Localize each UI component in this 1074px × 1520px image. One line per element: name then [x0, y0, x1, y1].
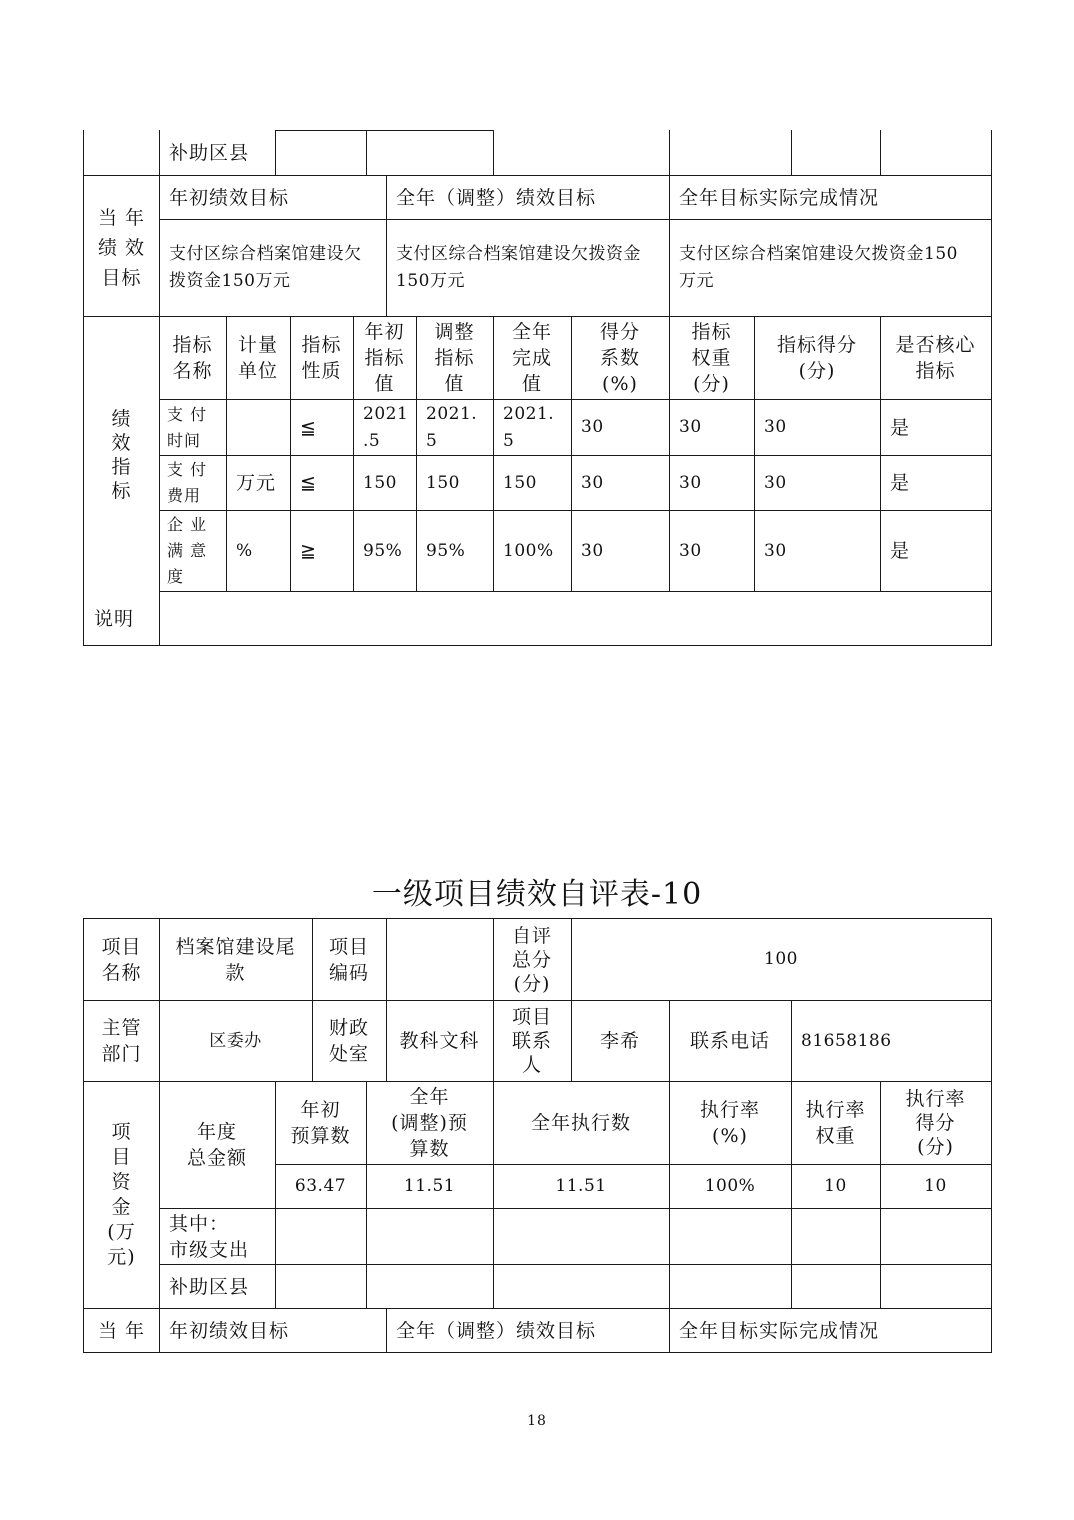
funds-initial-budget: 63.47 — [294, 1176, 347, 1196]
indicator-row-score: 30 — [764, 540, 787, 561]
form-title: 一级项目绩效自评表-10 — [371, 877, 703, 912]
indicator-row-initial-value: 150 — [363, 472, 397, 493]
funds-adjusted-budget: 11.51 — [403, 1176, 456, 1196]
bottom-goal-header-initial: 年初绩效目标 — [169, 1319, 290, 1342]
indicator-row-initial-value: 95% — [363, 540, 403, 561]
funds-header-adjusted-budget: 全年 (调整)预 算数 — [391, 1086, 468, 1160]
indicator-row-completed-value: 100% — [503, 540, 554, 561]
funds-header-rate-score: 执行率 得分 (分) — [905, 1088, 966, 1158]
indicator-header-core: 是否核心 指标 — [895, 334, 976, 382]
indicator-row-nature: ≧ — [300, 540, 317, 562]
bottom-goal-section-label: 当 年 — [97, 1319, 146, 1342]
indicator-row-adjusted-value: 2021. 5 — [426, 403, 478, 451]
indicator-row-adjusted-value: 95% — [426, 540, 466, 561]
funds-header-executed: 全年执行数 — [530, 1112, 631, 1134]
goal-text-actual: 支付区综合档案馆建设欠拨资金150 万元 — [679, 244, 958, 291]
funds-rate: 100% — [704, 1176, 756, 1196]
bottom-goal-header-actual: 全年目标实际完成情况 — [679, 1319, 880, 1342]
indicator-row-name: 支 付 时间 — [167, 404, 208, 450]
indicator-header-weight: 指标 权重 (分) — [691, 321, 732, 395]
funds-rate-score: 10 — [924, 1176, 947, 1196]
indicator-header-initial-value: 年初 指标 值 — [364, 321, 405, 395]
indicator-header-unit: 计量 单位 — [237, 334, 278, 382]
subsidy-county-label: 补助区县 — [169, 1275, 250, 1298]
indicator-header-completed-value: 全年 完成 值 — [511, 321, 552, 395]
indicator-row-score: 30 — [764, 472, 787, 493]
goal-text-adjusted: 支付区综合档案馆建设欠拨资金 150万元 — [396, 244, 641, 291]
indicator-header-nature: 指标 性质 — [301, 334, 342, 382]
indicator-row-completed-value: 2021. 5 — [503, 403, 555, 451]
indicator-row-weight: 30 — [679, 417, 702, 437]
project-name-label: 项目 名称 — [101, 935, 142, 984]
indicator-row-core: 是 — [890, 416, 911, 439]
indicator-row-completed-value: 150 — [503, 472, 537, 493]
finance: 教科文科 — [399, 1030, 480, 1052]
project-code-label: 项目 编码 — [328, 935, 369, 984]
indicator-header-score: 指标得分 (分) — [776, 334, 857, 382]
contact-label: 项目 联系 人 — [511, 1006, 552, 1076]
indicator-section-label: 绩 效 指 标 — [111, 408, 132, 502]
funds-header-initial-budget: 年初 预算数 — [290, 1099, 351, 1147]
dept: 区委办 — [209, 1030, 262, 1051]
goal-header-actual: 全年目标实际完成情况 — [679, 186, 880, 209]
indicator-row-score: 30 — [764, 417, 787, 437]
indicator-header-name: 指标 名称 — [172, 334, 213, 382]
indicator-row-core: 是 — [890, 540, 911, 562]
phone: 81658186 — [801, 1030, 892, 1051]
funds-header-rate-weight: 执行率 权重 — [805, 1099, 866, 1147]
finance-label: 财政 处室 — [328, 1017, 369, 1065]
dept-label: 主管 部门 — [101, 1017, 142, 1065]
project-name: 档案馆建设尾 款 — [175, 935, 296, 984]
indicator-row-core: 是 — [890, 472, 911, 494]
indicator-row-nature: ≦ — [300, 472, 317, 494]
note-value — [159, 592, 991, 645]
indicator-row-weight: 30 — [679, 540, 702, 561]
indicator-row-nature: ≦ — [300, 416, 317, 439]
subsidy-row-label: 补助区县 — [169, 142, 250, 164]
indicator-row-unit: 万元 — [236, 472, 277, 494]
indicator-row-unit — [226, 400, 290, 455]
city-expense-label: 其中： 市级支出 — [169, 1212, 250, 1261]
funds-header-total: 年度 总金额 — [186, 1121, 247, 1169]
indicator-row-score-coefficient: 30 — [581, 472, 604, 493]
indicator-header-adjusted-value: 调整 指标 值 — [434, 321, 475, 395]
indicator-row-name: 企 业 满 意 度 — [167, 515, 208, 586]
self-score: 100 — [764, 949, 798, 969]
bottom-goal-header-adjusted: 全年（调整）绩效目标 — [396, 1319, 597, 1342]
indicator-row-score-coefficient: 30 — [581, 540, 604, 561]
funds-executed: 11.51 — [555, 1176, 607, 1196]
indicator-row-name: 支 付 费用 — [167, 460, 208, 505]
note-label: 说明 — [94, 607, 135, 630]
funds-header-rate: 执行率 (%) — [699, 1099, 760, 1147]
indicator-row-unit: % — [236, 540, 253, 561]
indicator-row-score-coefficient: 30 — [581, 417, 604, 437]
goal-text-initial: 支付区综合档案馆建设欠 拨资金150万元 — [169, 244, 362, 291]
goal-header-initial: 年初绩效目标 — [169, 186, 290, 209]
goal-header-adjusted: 全年（调整）绩效目标 — [396, 186, 597, 209]
project-code — [386, 919, 493, 1000]
indicator-row-adjusted-value: 150 — [426, 472, 460, 493]
indicator-header-score-coefficient: 得分 系数 (%) — [599, 321, 640, 395]
page-number: 18 — [527, 1413, 547, 1429]
funds-rate-weight: 10 — [824, 1176, 847, 1196]
self-score-label: 自评 总分 (分) — [511, 924, 552, 995]
funds-label: 项 目 资 金 (万 元) — [107, 1121, 136, 1268]
indicator-row-weight: 30 — [679, 472, 702, 493]
contact: 李希 — [599, 1030, 640, 1052]
indicator-row-initial-value: 2021 .5 — [363, 403, 409, 451]
goal-section-label: 当 年 绩 效 目标 — [97, 207, 146, 289]
phone-label: 联系电话 — [689, 1030, 770, 1052]
